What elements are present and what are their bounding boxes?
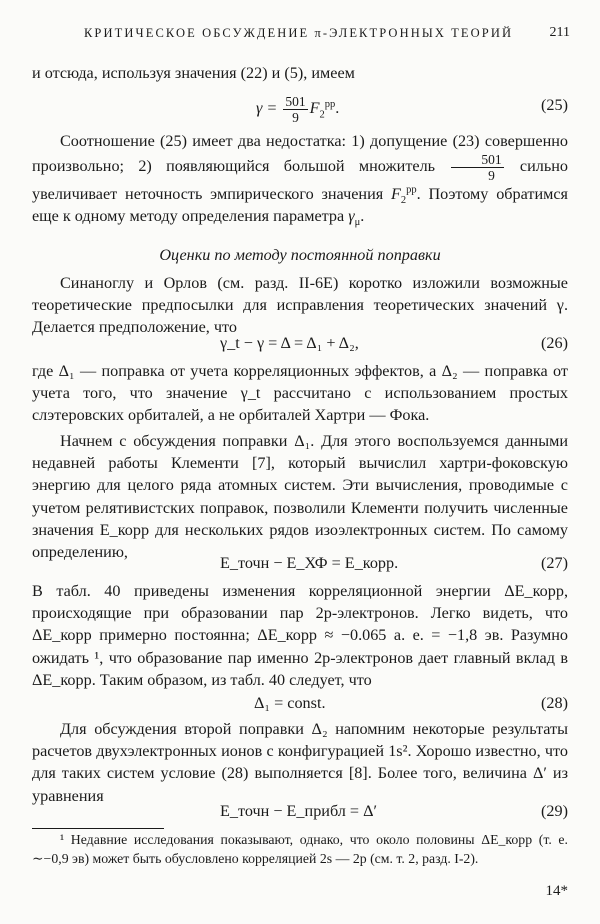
equation-26-number: (26) [541,334,568,352]
page-number: 211 [549,25,570,40]
p1-part-b: сильно увеличивает неточность эмпирического значения [32,157,568,204]
p1-part-a: Соотношение (25) имеет два недостатка: 1) допущение (23) совершенно произвольно; 2) появляющийся большой множитель [32,132,568,176]
intro-line [32,62,568,84]
paragraph-5 [32,580,568,691]
equation-29-expr: E_точн − E_прибл = Δ′ [220,802,378,820]
p1-part-c: . Поэтому обратимся еще к одному методу определения параметра [32,185,568,226]
printer-signature: 14* [545,883,568,899]
p1-symbol: F [390,185,401,204]
eq25-fraction [283,94,307,125]
equation-27 [32,548,568,578]
paragraph-6-text: Для обсуждения второй поправки Δ₂ напомним некоторые результаты расчетов двухэлектронных ионов с конфигурацией 1s². Хорошо известно, что для таких систем условие (28) выполняется [8]. Более того, величина Δ′ из уравнения [32,720,568,805]
eq25-frac-num: 501 [285,94,306,109]
running-head-title: КРИТИЧЕСКОЕ ОБСУЖДЕНИЕ π-ЭЛЕКТРОННЫХ ТЕОРИЙ [84,26,514,40]
p1-gamma-sub: μ [354,217,361,229]
p1-frac-den: 9 [488,168,495,184]
paragraph-5-text: В табл. 40 приведены изменения корреляционной энергии ΔE_корр, происходящие при образовании пар 2p-электронов. Легко видеть, что ΔE_корр примерно постоянна; ΔE_корр ≈ −0.065 а. е. = −1,8 эв. Разумно ожидать ¹, что образование пар именно 2p-электронов дает главный вклад в ΔE_корр. Таким образом, из табл. 40 следует, что [32,582,568,689]
running-head [26,22,570,44]
paragraph-1-text [32,130,568,228]
equation-26 [32,328,568,358]
footnote-text: ¹ Недавние исследования показывают, однако, что около половины ΔE_корр (т. е. ∼−0,9 эв) может быть обусловлено корреляцией 2s — 2p (см. т. 2, разд. I-2). [32,832,568,866]
paragraph-4 [32,430,568,563]
intro-text: и отсюда, используя значения (22) и (5), имеем [32,64,355,82]
eq25-lhs: γ = [256,99,282,118]
section-title: Оценки по методу постоянной поправки [159,246,441,264]
eq25-frac-den: 9 [292,110,299,125]
equation-26-expr: γ_t − γ = Δ = Δ₁ + Δ₂, [220,334,359,352]
p1-symbol-sup: pp [406,184,417,196]
paragraph-2-text: Синаноглу и Орлов (см. разд. II-6E) коротко изложили возможные теоретические предпосылки для исправления теоретических значений γ. Делается предположение, что [32,274,568,337]
equation-28-number: (28) [541,694,568,712]
p1-gamma: γ [348,207,355,226]
paragraph-6 [32,718,568,807]
footnote [32,830,568,868]
p1-frac-num: 501 [451,152,503,168]
equation-25 [32,90,568,125]
equation-27-number: (27) [541,554,568,572]
p1-symbol-sub: 2 [400,195,407,207]
paragraph-3 [32,360,568,427]
equation-25-number: (25) [541,96,568,114]
eq25-rhs-end: . [335,99,340,118]
equation-28-expr: Δ₁ = const. [254,694,326,712]
p1-part-d: . [360,207,365,226]
eq25-rhs-sub: 2 [319,109,325,121]
equation-29 [32,796,568,826]
eq25-rhs-sup: pp [324,98,336,110]
equation-27-expr: E_точн − E_ХФ = E_корр. [220,554,399,572]
paragraph-3-text: где Δ₁ — поправка от учета корреляционных эффектов, а Δ₂ — поправка от учета того, что значение γ_t рассчитано с использованием простых слэтеровских орбиталей, а не орбиталей Хартри — Фока. [32,362,568,425]
equation-28 [32,688,568,718]
equation-29-number: (29) [541,802,568,820]
eq25-rhs: F [309,99,320,118]
p1-fraction [451,152,503,183]
equation-25-expr [256,94,339,125]
paragraph-1 [32,130,568,228]
paragraph-4-text: Начнем с обсуждения поправки Δ₁. Для этого воспользуемся данными недавней работы Клементи [7], который вычислил хартри-фоковскую энергию для целого ряда атомных систем. Эти вычисления, проводимые с учетом релятивистских поправок, позволили Клементи получить численные значения E_корр для нескольких рядов изоэлектронных систем. По самому определению, [32,432,568,562]
footnote-rule [32,828,164,829]
